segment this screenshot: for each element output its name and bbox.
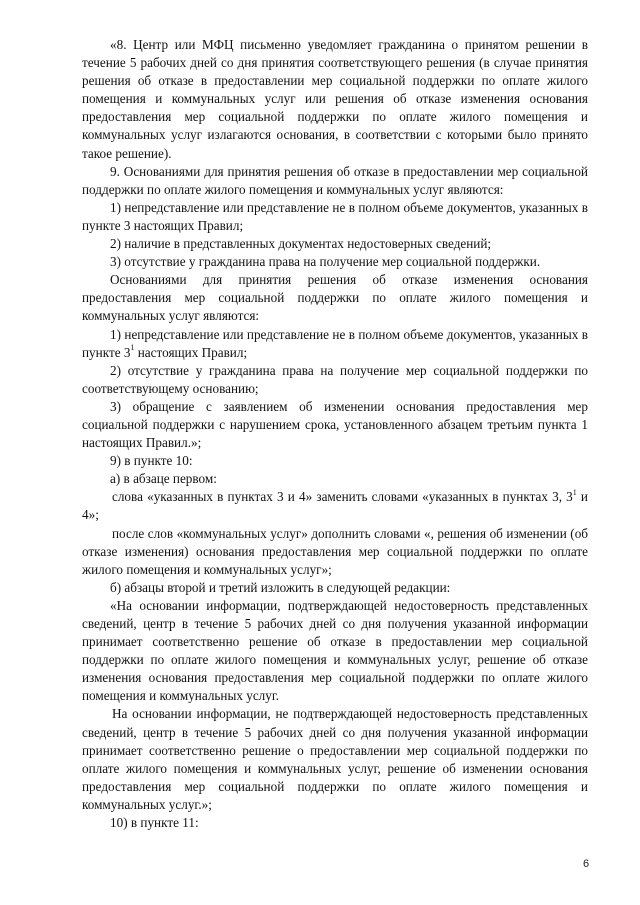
text-segment: 1) непредставление или представление не в полном объеме документов, указанных в пункте 3: [82, 326, 588, 360]
text-segment: настоящих Правил;: [134, 344, 248, 360]
paragraph: после слов «коммунальных услуг» дополнить словами «, решения об изменении (об отказе изменения) основания предоставления мер социальной поддержки по оплате жилого помещения и коммунальных услуг»;: [82, 525, 588, 577]
text-segment: слова «указанных в пунктах 3 и 4» заменить словами «указанных в пунктах 3, 3: [112, 489, 573, 505]
list-item: б) абзацы второй и третий изложить в следующей редакции:: [110, 579, 451, 595]
paragraph: Основаниями для принятия решения об отказе изменения основания предоставления мер социальной поддержки по оплате жилого помещения и коммунальных услуг являются:: [82, 272, 588, 324]
paragraph: На основании информации, не подтверждающей недостоверность представленных сведений, центр в течение 5 рабочих дней со дня получения указанной информации принимает соответственно решение о предоставлении мер социальной поддержки по оплате жилого помещения и коммунальных услуг, решение об изменении основания предоставления мер социальной поддержки по оплате жилого помещения и коммунальных услуг.»;: [82, 706, 588, 812]
list-item: 1) непредставление или представление не в полном объеме документов, указанных в пункте 3 настоящих Правил;: [82, 199, 588, 233]
list-item: а) в абзаце первом:: [110, 471, 217, 487]
paragraph: 9. Основаниями для принятия решения об отказе в предоставлении мер социальной поддержки по оплате жилого помещения и коммунальных услуг являются:: [82, 163, 588, 197]
superscript: 1: [572, 487, 577, 497]
list-item: 9) в пункте 10:: [110, 453, 193, 469]
paragraph: [82, 488, 588, 524]
list-item: 3) отсутствие у гражданина права на получение мер социальной поддержки.: [110, 254, 541, 270]
list-item: 2) отсутствие у гражданина права на получение мер социальной поддержки по соответствующему основанию;: [82, 362, 588, 396]
text-segment: и 4»;: [82, 489, 588, 523]
list-item: 2) наличие в представленных документах недостоверных сведений;: [110, 236, 492, 252]
document-body: [82, 36, 588, 832]
list-item: 3) обращение с заявлением об изменении основания предоставления мер социальной поддержки с нарушением срока, установленного абзацем третьим пункта 1 настоящих Правил.»;: [82, 398, 588, 451]
list-item: [82, 326, 588, 362]
list-item: 10) в пункте 11:: [110, 815, 199, 831]
superscript: 1: [130, 343, 135, 353]
paragraph: «8. Центр или МФЦ письменно уведомляет гражданина о принятом решении в течение 5 рабочих дней со дня принятия соответствующего решения (в случае принятия решения об отказе в предоставлении мер социальной поддержки по оплате жилого помещения и коммунальных услуг или решения об отказе изменения основания предоставления мер социальной поддержки по оплате жилого помещения и коммунальных услуг излагаются основания, в соответствии с которыми было принято такое решение).: [82, 37, 588, 161]
page-number: 6: [583, 858, 590, 870]
paragraph: «На основании информации, подтверждающей недостоверность представленных сведений, центр в течение 5 рабочих дней со дня получения указанной информации принимает соответственно решение об отказе в предоставлении мер социальной поддержки по оплате жилого помещения и коммунальных услуг, решение об отказе изменения основания предоставления мер социальной поддержки по оплате жилого помещения и коммунальных услуг.: [82, 597, 588, 704]
